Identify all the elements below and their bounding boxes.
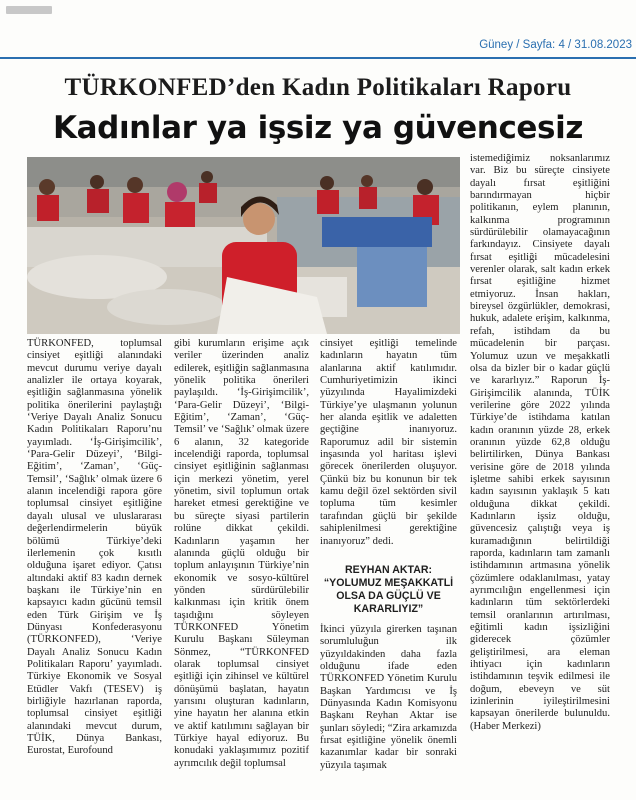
factory-workers-photo xyxy=(27,157,460,334)
article-kicker: TÜRKONFED’den Kadın Politikaları Raporu xyxy=(64,74,572,101)
column-1-text: TÜRKONFED, toplumsal cinsiyet eşitliği alanındaki mevcut durumu veriye dayalı analizler ile ortaya koyarak, eşitliğin sağlanmasına yönelik politika önerilerini paylaştığı ‘Veriye Dayalı Analiz Sonucu Kadın Politikaları Raporu’nu yayımladı. ‘İş-Girişimcilik’, ‘Para-Gelir Düzeyi’, ‘Bilgi-Eğitim’, ‘Zaman’, ‘Güç-Temsil’, ‘Sağlık’ olmak üzere 6 alanın incelendiği rapora göre toplumsal cinsiyet eşitliğine dayalı ulusal ve uluslararası değerlendirmelerin büyük bölümü Türkiye’deki ilerlemenin çok kısıtlı olduğuna işaret ediyor. Çatısı altındaki aktif 83 kadın dernek başkanı ile Türkiye’nin en kapsayıcı kadın gücünü temsil eden Türk Girişim ve İş Dünyası Konfederasyonu (TÜRKONFED), ‘Veriye Dayalı Analiz Sonucu Kadın Politikaları Raporu’ yayımladı. Türkiye Ekonomik ve Sosyal Etüdler Vakfı (TESEV) iş birliğiyle hazırlanan raporda, toplumsal cinsiyet eşitliği alanındaki mevcut durum, TÜİK, Dünya Bankası, Eurostat, Eurofound xyxy=(27,338,162,757)
article-column-4 xyxy=(470,153,610,733)
publication-info: Güney / Sayfa: 4 / 31.08.2023 xyxy=(479,39,632,51)
header-rule xyxy=(0,57,636,59)
column-3-text-a: cinsiyet eşitliği temelinde kadınların hayatın tüm alanlarına aktif katılımıdır. Cumhuriyetimizin ikinci yüzyılında Hayalimizdeki Türkiye’ye ulaşmanın yolunun her alanda eşitlik ve adaletten geçtiğine inanıyoruz. Raporumuz adil bir sistemin inşasında yol haritası işlevi görecek önerilerden oluşuyor. Çünkü biz bu konunun bir tek kamu değil özel sektörden sivil topluma tüm kesimler tarafından güçlü bir şekilde sahiplenilmesi gerektiğine inanıyoruz” dedi. xyxy=(320,338,457,547)
article-photo xyxy=(27,157,460,334)
article-column-1 xyxy=(27,338,162,758)
column-3-text-b: İkinci yüzyıla girerken taşınan sorumluluğun ilk yüzyıldakinden daha fazla olduğunu ifade eden TÜRKONFED Yönetim Kurulu Başkan Yardımcısı ve İş Dünyasında Kadın Komisyonu Başkanı Reyhan Aktar ise şunları söyledi; “Zira arkamızda fırsat eşitliğine yönelik önemli kazanımlar kadar bir sonraki yüzyıla taşımak xyxy=(320,623,457,771)
article-column-2 xyxy=(174,338,309,770)
column-2-text: gibi kurumların erişime açık veriler üzerinden analiz edilerek, eşitliğin sağlanmasına yönelik politika önerileri paylaşıldı. ‘İş-Girişimcilik’, ‘Para-Gelir Düzeyi’, ‘Bilgi-Eğitim’, ‘Zaman’, ‘Güç-Temsil’ ve ‘Sağlık’ olmak üzere 6 alanın, 32 kategoride incelendiği raporda, toplumsal cinsiyet eşitliğinin sağlanması için merkezi yönetim, yerel yönetim, sivil toplumun ortak hareket etmesi gerektiğine ve bu süreçte siyasi partilerin rolüne dikkat çekildi. Kadınların yaşamın her alanında güçlü olduğu bir toplum anlayışının Türkiye’nin ekonomik ve sosyo-kültürel yönden sürdürülebilir kalkınması için kritik önem taşıdığını söyleyen TÜRKONFED Yönetim Kurulu Başkanı Süleyman Sönmez, “TÜRKONFED olarak toplumsal cinsiyet eşitliği için zihinsel ve kültürel dönüşümü başlatan, hayatın yarısını oluşturan kadınların, yine hayatın her alanına etkin ve aktif katılımını sağlayan bir Türkiye hayal ediyoruz. Bu konudaki yaklaşımımız pozitif ayrımcılık değil toplumsal xyxy=(174,338,309,769)
article-subhead: REYHAN AKTAR: “YOLUMUZ MEŞAKKATLİ OLSA DA GÜÇLÜ VE KARARLIYIZ” xyxy=(323,563,454,615)
column-4-text: istemediğimiz noksanlarımız var. Biz bu süreçte cinsiyete dayalı fırsat eşitliğini barındırmayan hiçbir politikanın, eylem planının, kalkınma programının sürdürülebilir olamayacağının farkındayız. Cinsiyete dayalı fırsat eşitliği mücadelesini verenler olarak, salt kadın erkek fırsat eşitliğine hizmet etmiyoruz. İnsan hakları, bireysel özgürlükler, demokrasi, hukuk, adalete erişim, kalkınma, refah, istihdam da bu mücadelenin bir parçası. Yolumuz uzun ve meşakkatli olsa da bizler bir o kadar güçlü ve kararlıyız.” Raporun İş-Girişimcilik alanında, TÜİK verilerine göre 2022 yılında Türkiye’de istihdama katılan kadın oranının yüzde 28, erkek oranının yüzde 62,8 olduğu belirtilirken, Dünya Bankası verisine göre de 2018 yılında işletme sahibi erkek sayısının kadın sayısının yaklaşık 5 katı olduğuna dikkat çekildi. Kadınların işsiz olduğu, güvencesiz çalıştığı veya iş kuramadığının belirtildiği raporda, kadınların tam zamanlı istihdamının artmasına yönelik çözümlere odaklanılması, yatay ayrımcılığın engellenmesi için kadınların tüm sektörlerdeki temsil oranlarının artırılması, eğitimli kadın işsizliğini giderecek çözümler geliştirilmesi, ara eleman ihtiyacı için kadınların istihdamının teşvik edilmesi ile doğum, ebeveyn ve süt izinlerinin iyileştirilmesini kapsayan önerilerde bulunuldu. (Haber Merkezi) xyxy=(470,153,610,732)
page-header xyxy=(0,0,636,62)
article-column-3 xyxy=(320,338,457,772)
publication-logo xyxy=(6,6,52,14)
article-headline: Kadınlar ya işsiz ya güvencesiz xyxy=(53,110,583,146)
